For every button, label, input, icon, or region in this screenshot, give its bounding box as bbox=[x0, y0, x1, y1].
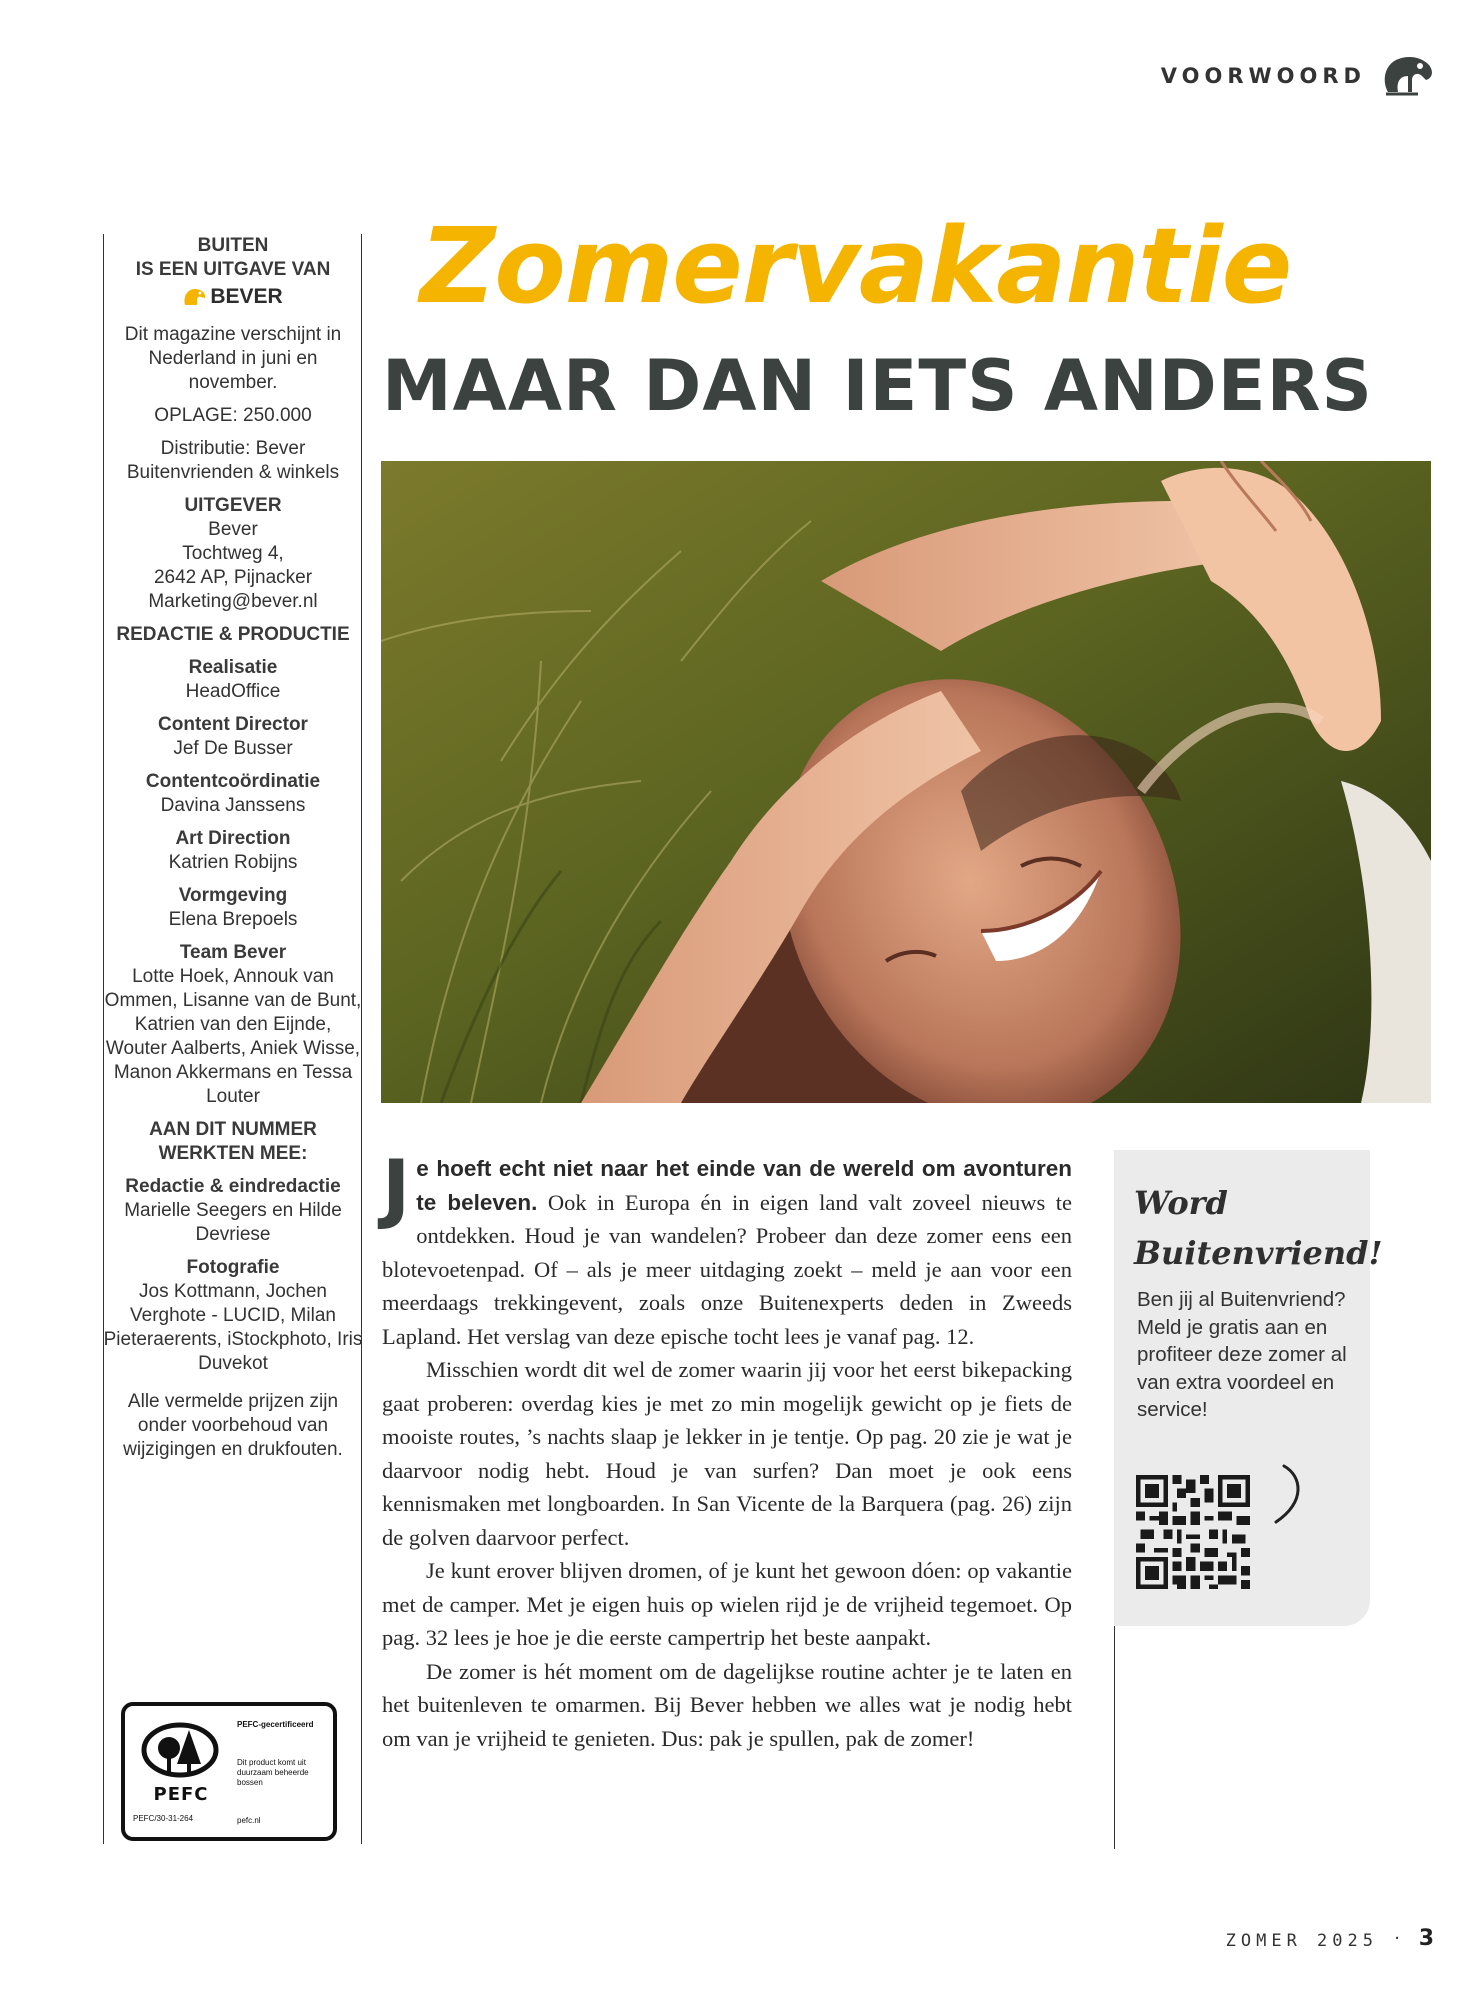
credit-role: Content Director bbox=[158, 714, 308, 735]
article-body bbox=[382, 1143, 1072, 1755]
colophon-intro-2: IS EEN UITGAVE VAN bbox=[135, 259, 331, 280]
editorial-heading: REDACTIE & PRODUCTIE bbox=[116, 624, 350, 645]
colophon-circulation: OPLAGE: 250.000 bbox=[154, 405, 312, 426]
publisher-line: Tochtweg 4, bbox=[182, 543, 284, 564]
promo-title-line: Word bbox=[1134, 1184, 1228, 1222]
credit-names: HeadOffice bbox=[185, 681, 281, 702]
buitenvriend-promo bbox=[1114, 1150, 1383, 1626]
article-paragraph: Je kunt erover blijven dromen, of je kunt het gewoon dóen: op vakantie met de camper. Met je eigen huis op wielen rijd je de vrijheid tegemoet. Op pag. 32 lees je hoe je die eerste campertrip het beste aanpakt. bbox=[382, 1558, 1072, 1650]
contributor-names: Marielle Seegers en Hilde Devriese bbox=[124, 1200, 342, 1245]
article-paragraph-1-text: Ook in Europa én in eigen land valt zoveel nieuws te ontdekken. Houd je van wandelen? Probeer dan deze zomer eens een blotevoetenpad. Of – als je meer uitdaging zoekt – meld je aan voor een meerdaags trekkingevent, zoals onze Buitenexperts deden in Zweeds Lapland. Het verslag van deze epische tocht lees je vanaf pag. 12. bbox=[382, 1189, 1072, 1349]
publisher-line: 2642 AP, Pijnacker bbox=[153, 567, 313, 588]
page-title: MAAR DAN IETS ANDERS bbox=[382, 345, 1373, 427]
section-label: VOORWOORD bbox=[1160, 64, 1366, 88]
title-script: Zomervakantie bbox=[420, 205, 1292, 327]
credit-names: Davina Janssens bbox=[160, 795, 306, 816]
credit-names: Lotte Hoek, Annouk van Ommen, Lisanne van de Bunt, Katrien van den Eijnde, Wouter Aalberts, Aniek Wisse, Manon Akkermans en Tessa Louter bbox=[104, 966, 362, 1107]
colophon-disclaimer: Alle vermelde prijzen zijn onder voorbehoud van wijzigingen en drukfouten. bbox=[123, 1391, 343, 1460]
contributors-heading: AAN DIT NUMMER WERKTEN MEE: bbox=[149, 1119, 317, 1164]
pefc-certification-box bbox=[121, 1702, 337, 1841]
credit-role: Vormgeving bbox=[178, 885, 288, 906]
publisher-email: Marketing@bever.nl bbox=[148, 591, 318, 612]
credit-names: Katrien Robijns bbox=[168, 852, 298, 873]
bever-brand bbox=[183, 285, 282, 309]
publisher-heading: UITGEVER bbox=[184, 495, 282, 516]
footer-separator: · bbox=[1394, 1928, 1400, 1949]
promo-title-line: Buitenvriend! bbox=[1134, 1234, 1383, 1272]
pefc-url: pefc.nl bbox=[237, 1816, 261, 1825]
hero-photo bbox=[381, 461, 1431, 1103]
pefc-code: PEFC/30-31-264 bbox=[133, 1814, 194, 1823]
article-paragraph bbox=[382, 1143, 1072, 1353]
colophon bbox=[103, 234, 363, 1471]
colophon-distribution: Distributie: Bever Buitenvrienden & winkels bbox=[126, 438, 340, 483]
arrow-icon bbox=[1254, 1462, 1314, 1534]
credit-names: Jef De Busser bbox=[173, 738, 293, 759]
credit-names: Elena Brepoels bbox=[168, 909, 298, 930]
issue-label: ZOMER 2025 bbox=[1225, 1931, 1378, 1951]
bever-brand-name: BEVER bbox=[210, 285, 283, 308]
pefc-certified-label: PEFC-gecertificeerd bbox=[237, 1720, 314, 1729]
pefc-wordmark: PEFC bbox=[153, 1784, 209, 1805]
pefc-description: Dit product komt uit duurzaam beheerde bossen bbox=[237, 1758, 309, 1787]
credit-role: Team Bever bbox=[179, 942, 287, 963]
qr-code-icon[interactable] bbox=[1136, 1475, 1250, 1589]
bever-logo-icon bbox=[183, 287, 207, 307]
beaver-icon bbox=[1378, 52, 1436, 98]
credit-role: Realisatie bbox=[188, 657, 278, 678]
article-paragraph: Misschien wordt dit wel de zomer waarin jij voor het eerst bikepacking gaat proberen: overdag kies je met zo min mogelijk gewicht op je fiets de mooiste routes, ’s nachts slaap je lekker in je tentje. Op pag. 20 zie je wat je daarvoor nodig hebt. Houd je van surfen? Dan moet je ook eens kennismaken met longboarden. In San Vicente de la Barquera (pag. 26) zijn de golven daarvoor perfect. bbox=[382, 1357, 1072, 1550]
credit-role: Art Direction bbox=[175, 828, 291, 849]
article-lead: e hoeft echt niet naar het einde van de wereld om avonturen te beleven. bbox=[416, 1156, 1072, 1215]
contributor-role: Fotografie bbox=[186, 1257, 280, 1278]
colophon-intro-1: BUITEN bbox=[197, 235, 269, 256]
drop-cap: J bbox=[382, 1143, 411, 1232]
colophon-about: Dit magazine verschijnt in Nederland in juni en november. bbox=[124, 324, 342, 393]
article-paragraph: De zomer is hét moment om de dagelijkse routine achter je te laten en het buitenleven te omarmen. Bij Bever hebben we alles wat je nodig hebt om van je vrijheid te genieten. Dus: pak je spullen, pak de zomer! bbox=[382, 1658, 1072, 1751]
credit-role: Contentcoördinatie bbox=[145, 771, 321, 792]
contributor-role: Redactie & eindredactie bbox=[125, 1176, 341, 1197]
publisher-line: Bever bbox=[208, 519, 258, 540]
contributor-names: Jos Kottmann, Jochen Verghote - LUCID, Milan Pieteraerents, iStockphoto, Iris Duvekot bbox=[103, 1281, 363, 1374]
page-number: 3 bbox=[1418, 1926, 1434, 1951]
promo-title bbox=[1134, 1178, 1383, 1278]
pefc-tree-icon bbox=[139, 1722, 221, 1778]
promo-text: Ben jij al Buitenvriend? Meld je gratis aan en profiteer deze zomer al van extra voordeel en service! bbox=[1137, 1288, 1347, 1421]
